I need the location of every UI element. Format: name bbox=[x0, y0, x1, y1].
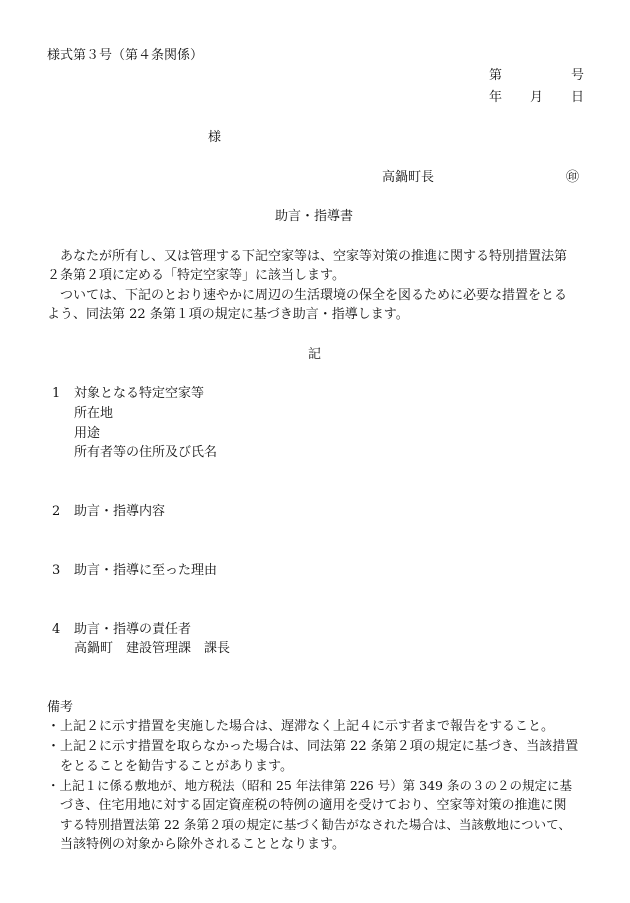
ki-heading: 記 bbox=[308, 347, 322, 362]
remark-line-4: ・上記１に係る敷地が、地方税法（昭和 25 年法律第 226 号）第 349 条の３の２の規定に基 bbox=[47, 778, 572, 793]
item-1-sub-owner: 所有者等の住所及び氏名 bbox=[74, 445, 218, 460]
addressee-suffix: 様 bbox=[208, 130, 222, 145]
remark-line-1: ・上記２に示す措置を実施した場合は、遅滞なく上記４に示す者まで報告をすること。 bbox=[47, 719, 555, 734]
form-label: 様式第３号（第４条関係） bbox=[47, 48, 204, 63]
item-1-sub-location: 所在地 bbox=[74, 406, 114, 421]
item-1-sub-use: 用途 bbox=[74, 426, 101, 441]
date-day: 日 bbox=[571, 90, 585, 105]
remark-line-6: する特別措置法第 22 条第２項の規定に基づく勧告がなされた場合は、当該敷地について、 bbox=[60, 817, 571, 832]
number-prefix: 第 bbox=[489, 68, 503, 83]
document-title: 助言・指導書 bbox=[275, 209, 354, 224]
body-line-3: ついては、下記のとおり速やかに周辺の生活環境の保全を図るために必要な措置をとる bbox=[60, 288, 568, 303]
item-3-label: 助言・指導に至った理由 bbox=[74, 563, 218, 578]
remark-line-7: 当該特例の対象から除外されることとなります。 bbox=[60, 837, 345, 852]
item-1-number: 1 bbox=[52, 386, 61, 401]
number-suffix: 号 bbox=[571, 68, 585, 83]
date-month: 月 bbox=[530, 90, 544, 105]
remark-line-3: をとることを勧告することがあります。 bbox=[60, 759, 293, 774]
item-4-number: 4 bbox=[52, 622, 61, 637]
body-line-2: ２条第２項に定める「特定空家等」に該当します。 bbox=[47, 268, 345, 283]
remark-line-5: づき、住宅用地に対する固定資産税の特例の適用を受けており、空家等対策の推進に関 bbox=[60, 798, 567, 813]
body-line-4: よう、同法第 22 条第１項の規定に基づき助言・指導します。 bbox=[47, 307, 409, 322]
item-3-number: 3 bbox=[52, 563, 61, 578]
remarks-title: 備考 bbox=[47, 700, 74, 715]
body-line-1: あなたが所有し、又は管理する下記空家等は、空家等対策の推進に関する特別措置法第 bbox=[60, 249, 568, 264]
item-4-label: 助言・指導の責任者 bbox=[74, 622, 192, 637]
date-year: 年 bbox=[489, 90, 503, 105]
item-2-label: 助言・指導内容 bbox=[74, 504, 166, 519]
remark-line-2: ・上記２に示す措置を取らなかった場合は、同法第 22 条第２項の規定に基づき、当該措置 bbox=[47, 739, 579, 754]
item-4-sub-responsible: 高鍋町 建設管理課 課長 bbox=[74, 641, 231, 656]
issuer-name: 高鍋町長 bbox=[382, 170, 435, 185]
item-1-label: 対象となる特定空家等 bbox=[74, 386, 205, 401]
item-2-number: 2 bbox=[52, 504, 61, 519]
seal-mark: ㊞ bbox=[566, 170, 580, 185]
